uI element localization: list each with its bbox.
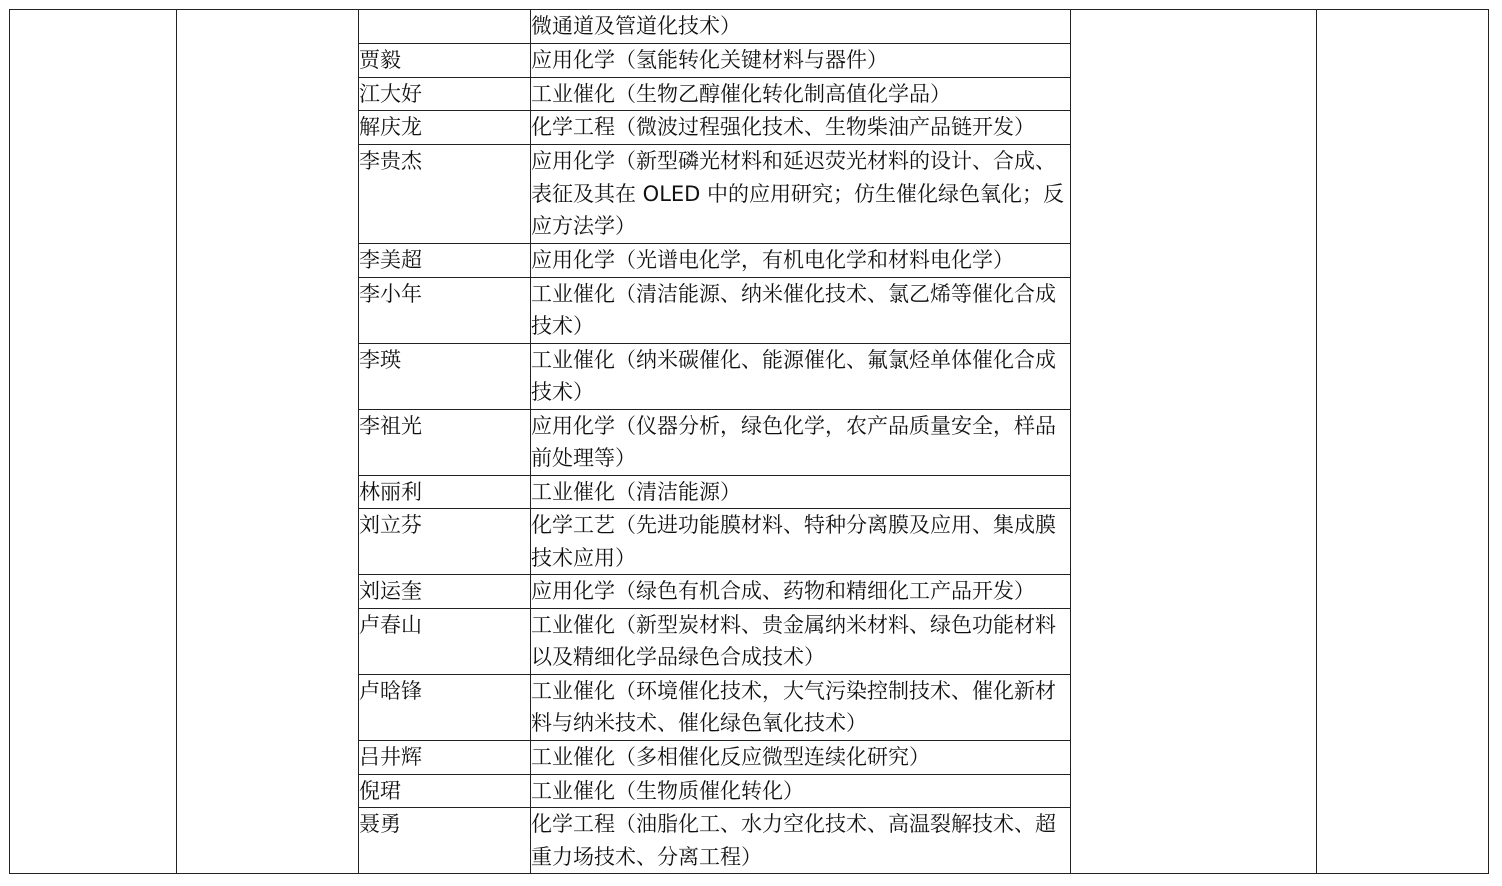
- research-field: 工业催化（多相催化反应微型连续化研究）: [531, 740, 1071, 774]
- research-field: 工业催化（生物乙醇催化转化制高值化学品）: [531, 77, 1071, 111]
- empty-column-cell: [177, 10, 359, 874]
- research-field: 工业催化（新型炭材料、贵金属纳米材料、绿色功能材料以及精细化学品绿色合成技术）: [531, 608, 1071, 674]
- research-field: 应用化学（绿色有机合成、药物和精细化工产品开发）: [531, 575, 1071, 609]
- supervisor-name: 李美超: [359, 244, 531, 278]
- supervisor-name: 聂勇: [359, 808, 531, 874]
- research-field: 工业催化（清洁能源、纳米催化技术、氯乙烯等催化合成技术）: [531, 277, 1071, 343]
- research-field: 工业催化（清洁能源）: [531, 475, 1071, 509]
- research-field: 工业催化（纳米碳催化、能源催化、氟氯烃单体催化合成技术）: [531, 343, 1071, 409]
- research-field: 应用化学（新型磷光材料和延迟荧光材料的设计、合成、表征及其在 OLED 中的应用研究；仿生催化绿色氧化；反应方法学）: [531, 145, 1071, 244]
- research-field: 应用化学（氢能转化关键材料与器件）: [531, 43, 1071, 77]
- supervisor-name: 卢晗锋: [359, 674, 531, 740]
- supervisor-name: 卢春山: [359, 608, 531, 674]
- table-row: [10, 10, 1489, 44]
- supervisor-name: 李小年: [359, 277, 531, 343]
- supervisor-name: 刘运奎: [359, 575, 531, 609]
- supervisor-name: 李瑛: [359, 343, 531, 409]
- empty-column-cell: [10, 10, 177, 874]
- research-field: 化学工程（油脂化工、水力空化技术、高温裂解技术、超重力场技术、分离工程）: [531, 808, 1071, 874]
- research-field: 微通道及管道化技术）: [531, 10, 1071, 44]
- research-field: 应用化学（光谱电化学，有机电化学和材料电化学）: [531, 244, 1071, 278]
- research-field: 工业催化（生物质催化转化）: [531, 774, 1071, 808]
- research-field: 化学工程（微波过程强化技术、生物柴油产品链开发）: [531, 111, 1071, 145]
- empty-column-cell: [1071, 10, 1317, 874]
- supervisor-name: 李祖光: [359, 409, 531, 475]
- research-field: 化学工艺（先进功能膜材料、特种分离膜及应用、集成膜技术应用）: [531, 509, 1071, 575]
- supervisor-name: 李贵杰: [359, 145, 531, 244]
- supervisor-table: [9, 9, 1489, 874]
- supervisor-name: 贾毅: [359, 43, 531, 77]
- supervisor-name: 倪珺: [359, 774, 531, 808]
- research-field: 应用化学（仪器分析，绿色化学，农产品质量安全，样品前处理等）: [531, 409, 1071, 475]
- research-field: 工业催化（环境催化技术，大气污染控制技术、催化新材料与纳米技术、催化绿色氧化技术）: [531, 674, 1071, 740]
- supervisor-name: 林丽利: [359, 475, 531, 509]
- supervisor-name: 江大好: [359, 77, 531, 111]
- supervisor-name: 吕井辉: [359, 740, 531, 774]
- supervisor-name: [359, 10, 531, 44]
- supervisor-name: 刘立芬: [359, 509, 531, 575]
- supervisor-name: 解庆龙: [359, 111, 531, 145]
- empty-column-cell: [1317, 10, 1489, 874]
